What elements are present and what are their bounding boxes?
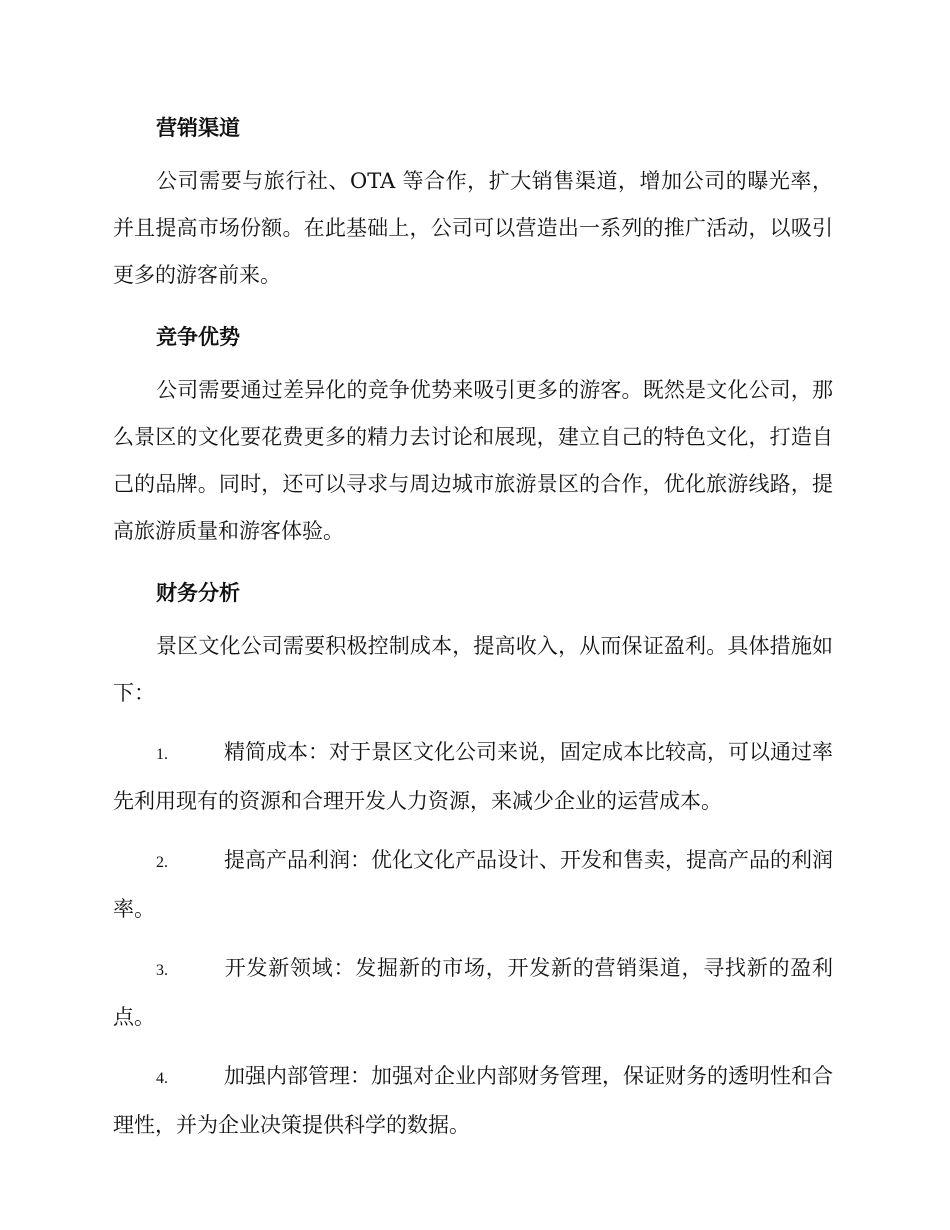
list-item-text: 提高产品利润：优化文化产品设计、开发和售卖，提高产品的利润率。 xyxy=(113,848,833,921)
section-heading-marketing-channels: 营销渠道 xyxy=(156,116,240,140)
list-item xyxy=(113,1053,833,1149)
list-item-text: 开发新领域：发掘新的市场，开发新的营销渠道，寻找新的盈利点。 xyxy=(113,956,833,1029)
list-item xyxy=(113,837,833,933)
document-page xyxy=(113,108,833,1161)
list-item xyxy=(113,729,833,825)
list-item-text: 加强内部管理：加强对企业内部财务管理，保证财务的透明性和合理性，并为企业决策提供科学的数据。 xyxy=(113,1064,833,1137)
paragraph-marketing-channels: 公司需要与旅行社、OTA 等合作，扩大销售渠道，增加公司的曝光率，并且提高市场份额。在此基础上，公司可以营造出一系列的推广活动，以吸引更多的游客前来。 xyxy=(113,169,833,287)
list-item-number: 2. xyxy=(156,854,168,871)
list-item-number: 4. xyxy=(156,1070,168,1087)
section-heading-financial-analysis: 财务分析 xyxy=(156,581,240,605)
paragraph-financial-analysis: 景区文化公司需要积极控制成本，提高收入，从而保证盈利。具体措施如下： xyxy=(113,634,833,705)
list-item-number: 3. xyxy=(156,962,168,979)
section-heading-competitive-advantage: 竞争优势 xyxy=(156,325,240,349)
list-item xyxy=(113,945,833,1041)
list-item-number: 1. xyxy=(156,746,168,763)
paragraph-competitive-advantage: 公司需要通过差异化的竞争优势来吸引更多的游客。既然是文化公司，那么景区的文化要花费更多的精力去讨论和展现，建立自己的特色文化，打造自己的品牌。同时，还可以寻求与周边城市旅游景区的合作，优化旅游线路，提高旅游质量和游客体验。 xyxy=(113,378,833,543)
list-item-text: 精简成本：对于景区文化公司来说，固定成本比较高，可以通过率先利用现有的资源和合理开发人力资源，来减少企业的运营成本。 xyxy=(113,740,833,813)
